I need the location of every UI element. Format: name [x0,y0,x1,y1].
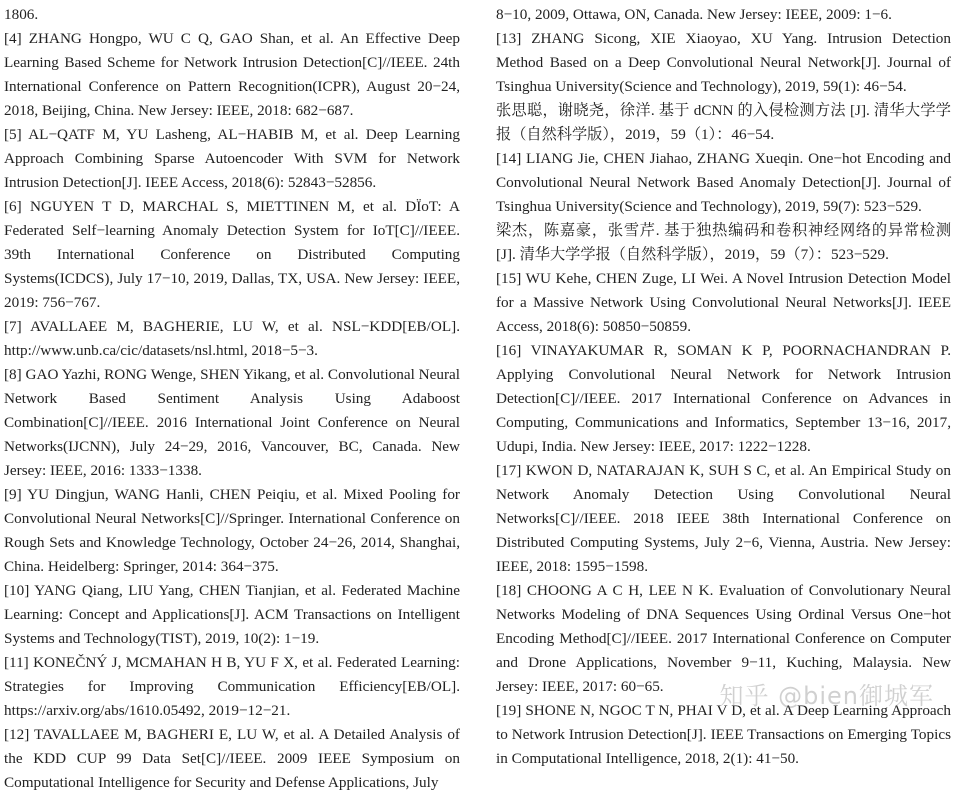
reference-12-continuation: 8−10, 2009, Ottawa, ON, Canada. New Jersey: IEEE, 2009: 1−6. [496,6,892,23]
reference-19: [19] SHONE N, NGOC T N, PHAI V D, et al. A Deep Learning Approach to Network Intrusion Detection[J]. IEEE Transactions on Emerging Topics in Computational Intelligence, 2018, 2(1): 41−50. [496,702,951,767]
reference-16: [16] VINAYAKUMAR R, SOMAN K P, POORNACHANDRAN P. Applying Convolutional Neural Network for Network Intrusion Detection[C]//IEEE. 2017 International Conference on Advances in Computing, Communications and Informatics, September 13−16, 2017, Udupi, India. New Jersey: IEEE, 2017: 1222−1228. [496,342,951,455]
reference-11: [11] KONEČNÝ J, MCMAHAN H B, YU F X, et al. Federated Learning: Strategies for Improving Communication Efficiency[EB/OL]. https://arxiv.org/abs/1610.05492, 2019−12−21. [4,654,460,719]
reference-13: [13] ZHANG Sicong, XIE Xiaoyao, XU Yang. Intrusion Detection Method Based on a Deep Convolutional Neural Network[J]. Journal of Tsinghua University(Science and Technology), 2019, 59(1): 46−54. [496,30,951,95]
reference-10: [10] YANG Qiang, LIU Yang, CHEN Tianjian, et al. Federated Machine Learning: Concept and Applications[J]. ACM Transactions on Intelligent Systems and Technology(TIST), 2019, 10(2): 1−19. [4,582,460,647]
reference-6: [6] NGUYEN T D, MARCHAL S, MIETTINEN M, et al. DÏoT: A Federated Self−learning Anomaly Detection System for IoT[C]//IEEE. 39th International Conference on Distributed Computing Systems(ICDCS), July 17−10, 2019, Dallas, TX, USA. New Jersey: IEEE, 2019: 756−767. [4,198,460,311]
reference-15: [15] WU Kehe, CHEN Zuge, LI Wei. A Novel Intrusion Detection Model for a Massive Network Using Convolutional Neural Networks[J]. IEEE Access, 2018(6): 50850−50859. [496,270,951,335]
reference-8: [8] GAO Yazhi, RONG Wenge, SHEN Yikang, et al. Convolutional Neural Network Based Sentiment Analysis Using Adaboost Combination[C]//IEEE. 2016 International Joint Conference on Neural Networks(IJCNN), July 24−29, 2016, Vancouver, BC, Canada. New Jersey: IEEE, 2016: 1333−1338. [4,366,460,479]
reference-7: [7] AVALLAEE M, BAGHERIE, LU W, et al. NSL−KDD[EB/OL]. http://www.unb.ca/cic/datasets/nsl.html, 2018−5−3. [4,318,460,359]
reference-17: [17] KWON D, NATARAJAN K, SUH S C, et al. An Empirical Study on Network Anomaly Detection Using Convolutional Neural Networks[C]//IEEE. 2018 IEEE 38th International Conference on Distributed Computing Systems, July 2−6, Vienna, Austria. New Jersey: IEEE, 2018: 1595−1598. [496,462,951,575]
reference-9: [9] YU Dingjun, WANG Hanli, CHEN Peiqiu, et al. Mixed Pooling for Convolutional Neural Networks[C]//Springer. International Conference on Rough Sets and Knowledge Technology, October 24−26, 2014, Shanghai, China. Heidelberg: Springer, 2014: 364−375. [4,486,460,575]
reference-13-chinese: 张思聪，谢晓尧，徐洋. 基于 dCNN 的入侵检测方法 [J]. 清华大学学报（自然科学版），2019，59（1）：46−54. [496,102,951,143]
reference-5: [5] AL−QATF M, YU Lasheng, AL−HABIB M, et al. Deep Learning Approach Combining Sparse Autoencoder With SVM for Network Intrusion Detection[J]. IEEE Access, 2018(6): 52843−52856. [4,126,460,191]
references-right-column [496,3,951,771]
reference-4: [4] ZHANG Hongpo, WU C Q, GAO Shan, et al. An Effective Deep Learning Based Scheme for Network Intrusion Detection[C]//IEEE. 24th International Conference on Pattern Recognition(ICPR), August 20−24, 2018, Beijing, China. New Jersey: IEEE, 2018: 682−687. [4,30,460,119]
reference-18: [18] CHOONG A C H, LEE N K. Evaluation of Convolutionary Neural Networks Modeling of DNA Sequences Using Ordinal Versus One−hot Encoding Method[C]//IEEE. 2017 International Conference on Computer and Drone Applications, November 9−11, Kuching, Malaysia. New Jersey: IEEE, 2017: 60−65. [496,582,951,695]
references-left-column [4,3,460,795]
reference-14-chinese: 梁杰，陈嘉豪，张雪芹. 基于独热编码和卷积神经网络的异常检测 [J]. 清华大学学报（自然科学版），2019，59（7）：523−529. [496,222,951,263]
reference-continuation: 1806. [4,6,39,23]
reference-12: [12] TAVALLAEE M, BAGHERI E, LU W, et al. A Detailed Analysis of the KDD CUP 99 Data Set[C]//IEEE. 2009 IEEE Symposium on Computational Intelligence for Security and Defense Applications, July [4,726,460,791]
reference-14: [14] LIANG Jie, CHEN Jiahao, ZHANG Xueqin. One−hot Encoding and Convolutional Neural Network Based Anomaly Detection[J]. Journal of Tsinghua University(Science and Technology), 2019, 59(7): 523−529. [496,150,951,215]
watermark: 知乎 @bien御城军 [719,682,934,710]
